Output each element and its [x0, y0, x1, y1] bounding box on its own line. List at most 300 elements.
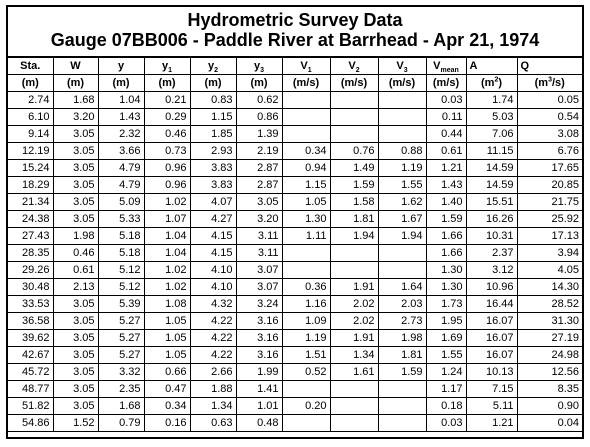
- table-cell: 1.59: [330, 177, 378, 194]
- table-cell: [330, 381, 378, 398]
- table-cell: 0.46: [144, 126, 190, 143]
- table-cell: 3.05: [53, 381, 98, 398]
- table-cell: 1.11: [282, 228, 330, 245]
- table-cell: 28.52: [517, 296, 582, 313]
- table-cell: 48.77: [8, 381, 53, 398]
- column-header-label: V: [348, 59, 356, 72]
- table-cell: [330, 126, 378, 143]
- table-cell: 6.76: [517, 143, 582, 160]
- table-cell: 3.05: [53, 143, 98, 160]
- table-cell: 27.19: [517, 330, 582, 347]
- table-cell: 21.34: [8, 194, 53, 211]
- table-cell: 1.30: [282, 211, 330, 228]
- unit-cell: [98, 75, 144, 92]
- table-cell: 16.26: [466, 211, 517, 228]
- unit-cell: [236, 75, 282, 92]
- column-header-subscript: 3: [260, 66, 265, 74]
- table-cell: 1.07: [144, 211, 190, 228]
- table-cell: 1.69: [426, 330, 466, 347]
- table-cell: 3.05: [53, 211, 98, 228]
- table-cell: 1.61: [330, 364, 378, 381]
- table-cell: 3.07: [236, 279, 282, 296]
- table-cell: 0.96: [144, 160, 190, 177]
- table-row: [8, 398, 582, 415]
- table-cell: 1.40: [426, 194, 466, 211]
- table-cell: 14.59: [466, 160, 517, 177]
- table-cell: 0.63: [190, 415, 236, 432]
- unit-label: (m/s): [292, 76, 320, 89]
- table-cell: 1.05: [144, 347, 190, 364]
- table-cell: 2.02: [330, 313, 378, 330]
- table-cell: 36.58: [8, 313, 53, 330]
- table-cell: 1.05: [282, 194, 330, 211]
- table-cell: 1.16: [282, 296, 330, 313]
- table-cell: [330, 245, 378, 262]
- table-cell: 3.24: [236, 296, 282, 313]
- table-cell: 5.27: [98, 330, 144, 347]
- table-cell: [282, 415, 330, 432]
- table-cell: [378, 109, 426, 126]
- table-cell: 1.91: [330, 279, 378, 296]
- table-cell: [330, 92, 378, 109]
- table-cell: 3.11: [236, 228, 282, 245]
- unit-cell: [466, 75, 517, 92]
- table-cell: 2.03: [378, 296, 426, 313]
- table-cell: 0.88: [378, 143, 426, 160]
- table-cell: 3.08: [517, 126, 582, 143]
- table-cell: 15.24: [8, 160, 53, 177]
- table-cell: 1.21: [426, 160, 466, 177]
- table-row: [8, 143, 582, 160]
- table-cell: 0.34: [144, 398, 190, 415]
- table-cell: 12.56: [517, 364, 582, 381]
- column-header-subscript: 2: [214, 66, 219, 74]
- table-cell: 1.34: [190, 398, 236, 415]
- table-cell: 4.05: [517, 262, 582, 279]
- table-cell: 5.33: [98, 211, 144, 228]
- table-cell: 1.04: [98, 92, 144, 109]
- table-cell: 2.02: [330, 296, 378, 313]
- unit-cell: [426, 75, 466, 92]
- table-row: [8, 415, 582, 432]
- table-cell: 31.30: [517, 313, 582, 330]
- table-cell: [378, 245, 426, 262]
- units-row: [8, 75, 582, 92]
- table-cell: 1.74: [466, 92, 517, 109]
- table-cell: 3.94: [517, 245, 582, 262]
- table-cell: 1.94: [330, 228, 378, 245]
- unit-cell: [517, 75, 582, 92]
- table-cell: 24.98: [517, 347, 582, 364]
- table-cell: 39.62: [8, 330, 53, 347]
- table-cell: 1.49: [330, 160, 378, 177]
- table-cell: 24.38: [8, 211, 53, 228]
- column-header-label: y: [161, 59, 169, 72]
- table-cell: 0.03: [426, 92, 466, 109]
- column-header: [144, 57, 190, 75]
- column-header: [190, 57, 236, 75]
- column-header-subscript: 2: [355, 66, 360, 74]
- table-cell: 1.55: [426, 347, 466, 364]
- table-cell: 3.05: [53, 398, 98, 415]
- table-cell: 0.61: [426, 143, 466, 160]
- table-cell: 33.53: [8, 296, 53, 313]
- table-cell: 0.21: [144, 92, 190, 109]
- table-cell: 5.27: [98, 313, 144, 330]
- column-header-label: W: [70, 59, 81, 72]
- table-cell: 1.19: [378, 160, 426, 177]
- table-row: [8, 347, 582, 364]
- table-cell: 3.05: [53, 347, 98, 364]
- table-cell: 2.73: [378, 313, 426, 330]
- table-row: [8, 109, 582, 126]
- table-cell: 0.94: [282, 160, 330, 177]
- table-cell: 9.14: [8, 126, 53, 143]
- table-cell: 2.87: [236, 177, 282, 194]
- table-cell: 1.04: [144, 228, 190, 245]
- table-row: [8, 228, 582, 245]
- table-cell: 3.66: [98, 143, 144, 160]
- table-cell: 0.61: [53, 262, 98, 279]
- table-cell: 1.91: [330, 330, 378, 347]
- table-row: [8, 245, 582, 262]
- table-cell: 5.18: [98, 245, 144, 262]
- table-cell: 0.86: [236, 109, 282, 126]
- table-cell: 27.43: [8, 228, 53, 245]
- table-cell: 0.79: [98, 415, 144, 432]
- table-cell: [282, 92, 330, 109]
- table-cell: 5.12: [98, 279, 144, 296]
- table-cell: 0.04: [517, 415, 582, 432]
- table-cell: 1.15: [190, 109, 236, 126]
- table-cell: 0.44: [426, 126, 466, 143]
- table-cell: 1.05: [144, 330, 190, 347]
- column-header-subscript: 3: [403, 66, 408, 74]
- table-cell: 0.20: [282, 398, 330, 415]
- table-cell: 4.10: [190, 279, 236, 296]
- column-header: [330, 57, 378, 75]
- table-cell: 17.65: [517, 160, 582, 177]
- table-row: [8, 296, 582, 313]
- column-header: [282, 57, 330, 75]
- table-cell: 1.94: [378, 228, 426, 245]
- table-cell: 1.15: [282, 177, 330, 194]
- table-cell: 0.05: [517, 92, 582, 109]
- survey-data-table: [8, 56, 582, 432]
- table-cell: 1.62: [378, 194, 426, 211]
- table-cell: 0.73: [144, 143, 190, 160]
- column-header-label: y: [253, 59, 261, 72]
- unit-label: (m: [480, 76, 495, 89]
- table-cell: 1.81: [378, 347, 426, 364]
- table-cell: 0.96: [144, 177, 190, 194]
- table-cell: 4.07: [190, 194, 236, 211]
- unit-label: (m): [21, 76, 39, 89]
- table-cell: [378, 262, 426, 279]
- table-cell: 16.44: [466, 296, 517, 313]
- table-cell: 0.48: [236, 415, 282, 432]
- table-cell: 0.34: [282, 143, 330, 160]
- table-row: [8, 262, 582, 279]
- table-cell: 1.68: [53, 92, 98, 109]
- unit-label-suffix: ): [498, 76, 503, 89]
- table-cell: 1.81: [330, 211, 378, 228]
- table-cell: [330, 415, 378, 432]
- table-cell: 1.17: [426, 381, 466, 398]
- table-cell: 1.66: [426, 228, 466, 245]
- table-cell: 2.13: [53, 279, 98, 296]
- unit-cell: [53, 75, 98, 92]
- table-cell: 1.08: [144, 296, 190, 313]
- table-cell: 10.31: [466, 228, 517, 245]
- table-cell: 3.20: [53, 109, 98, 126]
- table-cell: 1.64: [378, 279, 426, 296]
- table-cell: 16.07: [466, 330, 517, 347]
- column-header: [466, 57, 517, 75]
- table-row: [8, 313, 582, 330]
- column-header-label: Sta.: [20, 59, 41, 72]
- table-cell: 1.59: [378, 364, 426, 381]
- table-cell: 3.05: [53, 177, 98, 194]
- table-cell: 54.86: [8, 415, 53, 432]
- table-cell: 1.24: [426, 364, 466, 381]
- table-cell: 4.22: [190, 347, 236, 364]
- unit-cell: [144, 75, 190, 92]
- table-cell: 0.52: [282, 364, 330, 381]
- table-cell: 45.72: [8, 364, 53, 381]
- table-cell: 7.06: [466, 126, 517, 143]
- table-cell: 4.10: [190, 262, 236, 279]
- table-cell: 1.39: [236, 126, 282, 143]
- table-body: [8, 92, 582, 432]
- table-cell: 3.05: [53, 364, 98, 381]
- column-header-label: Q: [520, 59, 530, 72]
- table-cell: 10.13: [466, 364, 517, 381]
- table-row: [8, 279, 582, 296]
- table-cell: 6.10: [8, 109, 53, 126]
- table-cell: 1.52: [53, 415, 98, 432]
- table-cell: 0.62: [236, 92, 282, 109]
- table-cell: 0.76: [330, 143, 378, 160]
- unit-cell: [190, 75, 236, 92]
- table-cell: 1.98: [378, 330, 426, 347]
- table-row: [8, 211, 582, 228]
- table-row: [8, 364, 582, 381]
- table-cell: 2.35: [98, 381, 144, 398]
- unit-cell: [8, 75, 53, 92]
- table-cell: 1.02: [144, 194, 190, 211]
- column-header-subscript: 1: [307, 66, 312, 74]
- table-cell: 1.02: [144, 279, 190, 296]
- table-cell: [330, 262, 378, 279]
- table-cell: 29.26: [8, 262, 53, 279]
- table-cell: 3.16: [236, 347, 282, 364]
- column-header-row: [8, 57, 582, 75]
- table-cell: 10.96: [466, 279, 517, 296]
- table-row: [8, 92, 582, 109]
- table-cell: 1.58: [330, 194, 378, 211]
- table-cell: 1.98: [53, 228, 98, 245]
- table-cell: 0.54: [517, 109, 582, 126]
- table-cell: 1.68: [98, 398, 144, 415]
- table-cell: 3.07: [236, 262, 282, 279]
- column-header-subscript: mean: [440, 66, 459, 74]
- column-header-subscript: 1: [168, 66, 173, 74]
- table-cell: 1.01: [236, 398, 282, 415]
- column-header: [98, 57, 144, 75]
- table-cell: 0.66: [144, 364, 190, 381]
- table-cell: [378, 415, 426, 432]
- column-header-label: V: [433, 59, 441, 72]
- unit-exponent: 2: [494, 75, 499, 83]
- table-cell: 0.03: [426, 415, 466, 432]
- table-cell: 1.55: [378, 177, 426, 194]
- table-cell: 0.16: [144, 415, 190, 432]
- table-cell: 3.05: [53, 194, 98, 211]
- table-row: [8, 330, 582, 347]
- table-cell: [282, 381, 330, 398]
- table-cell: 1.95: [426, 313, 466, 330]
- column-header-label: y: [117, 59, 125, 72]
- table-cell: 2.19: [236, 143, 282, 160]
- table-cell: [378, 381, 426, 398]
- table-cell: [282, 109, 330, 126]
- table-cell: 1.34: [330, 347, 378, 364]
- table-cell: 4.15: [190, 245, 236, 262]
- table-title: Hydrometric Survey Data: [187, 10, 403, 30]
- table-cell: 1.99: [236, 364, 282, 381]
- unit-cell: [282, 75, 330, 92]
- table-row: [8, 160, 582, 177]
- table-cell: 16.07: [466, 347, 517, 364]
- column-header-label: A: [469, 59, 478, 72]
- table-cell: 3.16: [236, 313, 282, 330]
- table-cell: [378, 126, 426, 143]
- table-cell: 4.22: [190, 313, 236, 330]
- table-cell: 1.43: [426, 177, 466, 194]
- table-cell: 0.29: [144, 109, 190, 126]
- table-cell: 3.05: [53, 296, 98, 313]
- unit-label-suffix: /s): [552, 76, 565, 89]
- table-cell: 0.11: [426, 109, 466, 126]
- table-cell: 17.13: [517, 228, 582, 245]
- table-cell: 4.22: [190, 330, 236, 347]
- table-cell: 2.87: [236, 160, 282, 177]
- unit-label: (m/s): [340, 76, 368, 89]
- table-cell: 3.12: [466, 262, 517, 279]
- table-cell: 2.74: [8, 92, 53, 109]
- column-header: [378, 57, 426, 75]
- table-cell: 1.85: [190, 126, 236, 143]
- table-cell: 15.51: [466, 194, 517, 211]
- table-cell: [330, 109, 378, 126]
- table-cell: 1.66: [426, 245, 466, 262]
- survey-data-frame: [6, 5, 584, 439]
- table-cell: 2.93: [190, 143, 236, 160]
- table-cell: [282, 262, 330, 279]
- table-cell: 0.36: [282, 279, 330, 296]
- column-header: [236, 57, 282, 75]
- table-cell: 3.05: [53, 330, 98, 347]
- table-cell: 42.67: [8, 347, 53, 364]
- table-cell: [282, 126, 330, 143]
- table-cell: 0.83: [190, 92, 236, 109]
- table-cell: 1.59: [426, 211, 466, 228]
- table-cell: [282, 245, 330, 262]
- unit-label: (m: [534, 76, 549, 89]
- table-cell: 1.30: [426, 262, 466, 279]
- table-cell: 1.67: [378, 211, 426, 228]
- table-cell: 5.03: [466, 109, 517, 126]
- table-cell: 28.35: [8, 245, 53, 262]
- table-cell: 12.19: [8, 143, 53, 160]
- table-cell: 4.79: [98, 177, 144, 194]
- table-cell: 4.15: [190, 228, 236, 245]
- table-cell: 21.75: [517, 194, 582, 211]
- column-header-label: y: [207, 59, 215, 72]
- table-cell: 18.29: [8, 177, 53, 194]
- unit-label: (m): [204, 76, 222, 89]
- column-header-label: V: [300, 59, 308, 72]
- table-cell: 3.83: [190, 160, 236, 177]
- table-cell: 0.90: [517, 398, 582, 415]
- table-cell: 14.59: [466, 177, 517, 194]
- table-cell: 0.46: [53, 245, 98, 262]
- unit-exponent: 3: [548, 75, 552, 83]
- table-cell: 1.19: [282, 330, 330, 347]
- unit-cell: [330, 75, 378, 92]
- table-cell: 2.32: [98, 126, 144, 143]
- table-cell: 5.18: [98, 228, 144, 245]
- table-cell: 5.39: [98, 296, 144, 313]
- table-cell: 3.05: [53, 160, 98, 177]
- table-cell: 7.15: [466, 381, 517, 398]
- table-cell: 1.51: [282, 347, 330, 364]
- table-cell: 3.20: [236, 211, 282, 228]
- table-cell: 5.11: [466, 398, 517, 415]
- column-header: [517, 57, 582, 75]
- table-row: [8, 381, 582, 398]
- table-cell: 1.21: [466, 415, 517, 432]
- table-cell: 3.83: [190, 177, 236, 194]
- table-cell: 1.30: [426, 279, 466, 296]
- table-cell: 3.05: [53, 313, 98, 330]
- table-cell: 3.11: [236, 245, 282, 262]
- table-cell: 0.18: [426, 398, 466, 415]
- table-subtitle: Gauge 07BB006 - Paddle River at Barrhead - Apr 21, 1974: [50, 30, 540, 50]
- column-header: [426, 57, 466, 75]
- table-cell: 1.04: [144, 245, 190, 262]
- table-cell: 4.79: [98, 160, 144, 177]
- table-cell: 5.12: [98, 262, 144, 279]
- unit-label: (m/s): [388, 76, 416, 89]
- table-cell: 3.32: [98, 364, 144, 381]
- unit-label: (m/s): [432, 76, 460, 89]
- table-cell: 1.09: [282, 313, 330, 330]
- table-cell: [330, 398, 378, 415]
- table-cell: 3.05: [236, 194, 282, 211]
- table-cell: 0.47: [144, 381, 190, 398]
- table-cell: 11.15: [466, 143, 517, 160]
- unit-label: (m): [158, 76, 176, 89]
- table-row: [8, 194, 582, 211]
- table-cell: 4.27: [190, 211, 236, 228]
- table-cell: 5.27: [98, 347, 144, 364]
- table-cell: 1.05: [144, 313, 190, 330]
- column-header: [8, 57, 53, 75]
- table-cell: 16.07: [466, 313, 517, 330]
- table-cell: 2.66: [190, 364, 236, 381]
